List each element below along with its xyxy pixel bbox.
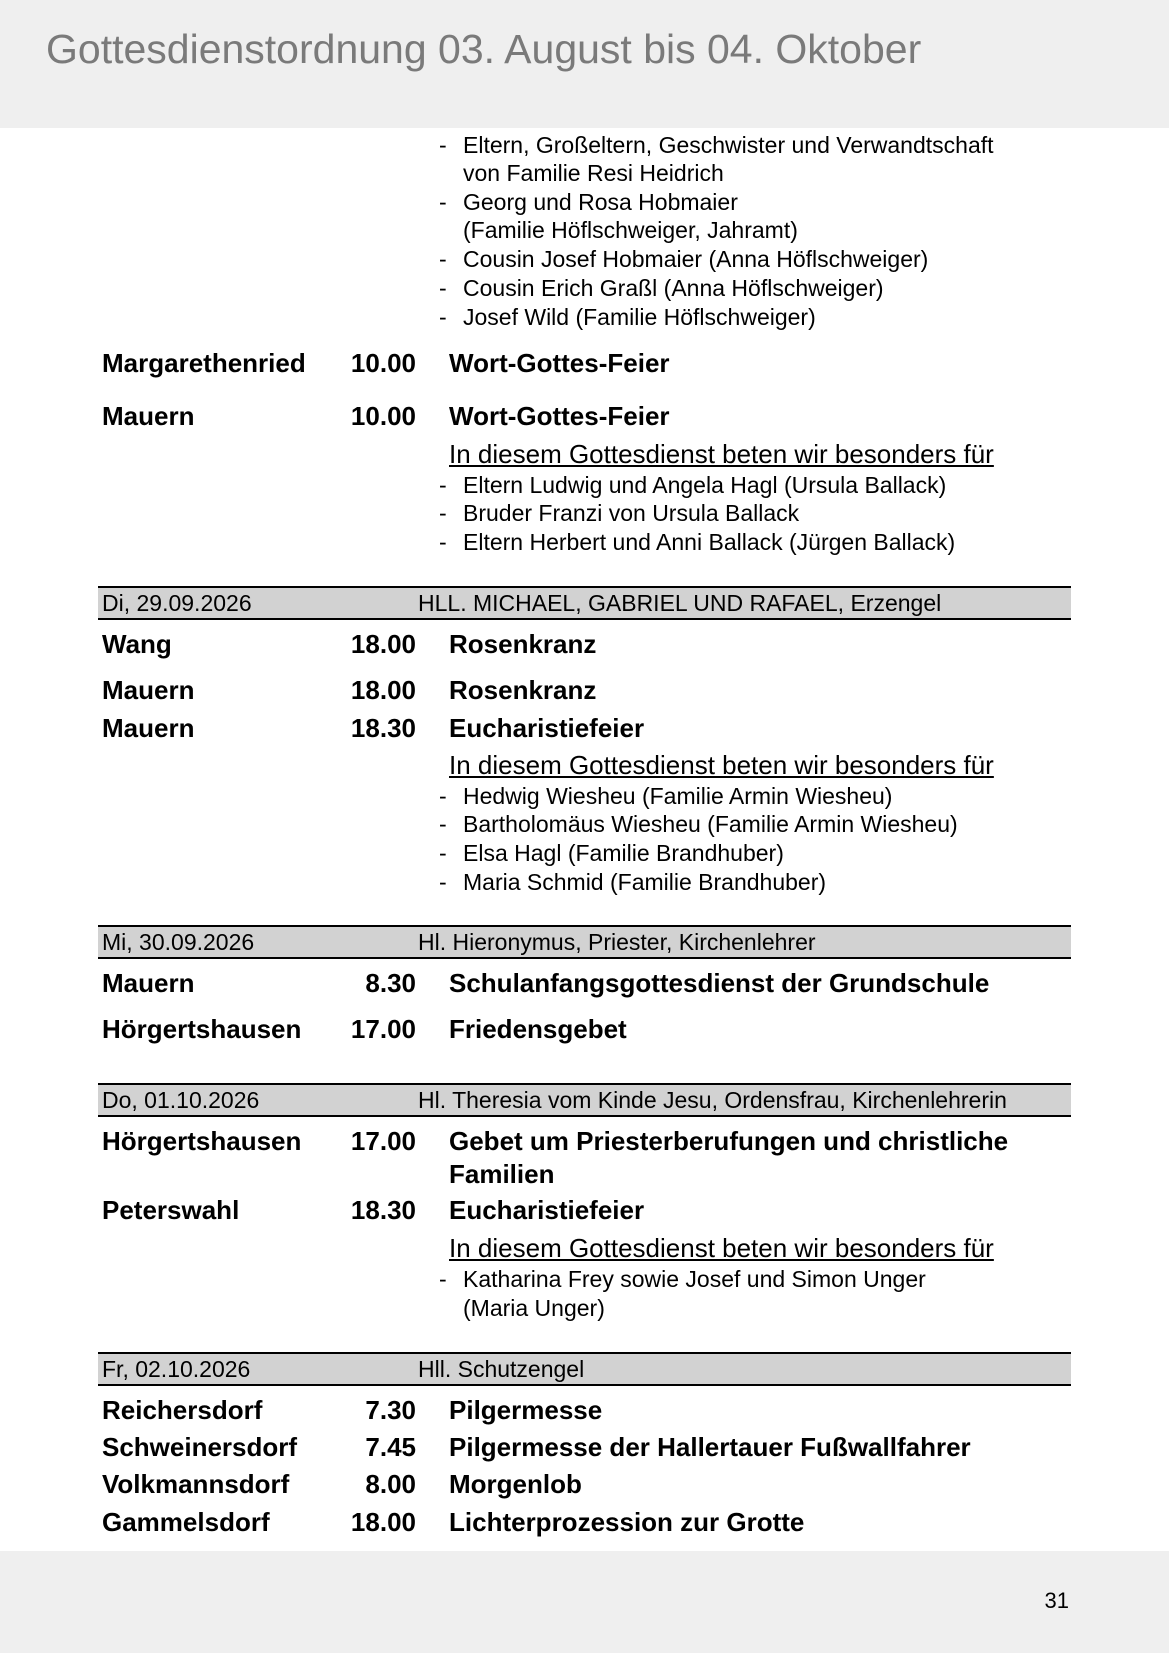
intention-line bbox=[463, 159, 724, 187]
service-row bbox=[0, 1124, 1169, 1189]
service-title: Lichterprozession zur Grotte bbox=[449, 1507, 805, 1537]
bullet-dash: - bbox=[439, 869, 447, 895]
bullet-dash: - bbox=[439, 275, 447, 301]
intention-line bbox=[439, 131, 994, 159]
intention-line bbox=[439, 1265, 926, 1293]
service-title: Rosenkranz bbox=[449, 629, 597, 659]
intention-line bbox=[439, 839, 784, 867]
service-title: Gebet um Priesterberufungen und christliche bbox=[449, 1126, 1009, 1156]
service-row bbox=[0, 1505, 1169, 1539]
intention-heading: In diesem Gottesdienst beten wir besonders für bbox=[449, 1233, 994, 1263]
intention-text: (Familie Höflschweiger, Jahramt) bbox=[463, 217, 798, 243]
service-location: Mauern bbox=[102, 713, 195, 743]
service-title: Wort-Gottes-Feier bbox=[449, 401, 670, 431]
intention-text: Cousin Erich Graßl (Anna Höflschweiger) bbox=[463, 275, 884, 301]
service-location: Mauern bbox=[102, 675, 195, 705]
service-time: 18.00 bbox=[350, 629, 416, 659]
service-time: 18.00 bbox=[350, 1507, 416, 1537]
day-header bbox=[98, 586, 1071, 620]
intention-line bbox=[439, 810, 958, 838]
intention-text: Bartholomäus Wiesheu (Familie Armin Wiesheu) bbox=[463, 811, 958, 837]
service-title: Morgenlob bbox=[449, 1469, 582, 1499]
service-location: Mauern bbox=[102, 968, 195, 998]
intention-line bbox=[439, 499, 800, 527]
service-location: Reichersdorf bbox=[102, 1395, 263, 1425]
day-feast: Hl. Theresia vom Kinde Jesu, Ordensfrau, Kirchenlehrerin bbox=[418, 1087, 1007, 1113]
intention-text: Eltern Herbert und Anni Ballack (Jürgen Ballack) bbox=[463, 529, 956, 555]
service-location: Wang bbox=[102, 629, 172, 659]
bullet-dash: - bbox=[439, 529, 447, 555]
intention-text: Hedwig Wiesheu (Familie Armin Wiesheu) bbox=[463, 783, 893, 809]
intention-text: (Maria Unger) bbox=[463, 1295, 605, 1321]
page-number: 31 bbox=[1044, 1588, 1069, 1613]
intention-text: Josef Wild (Familie Höflschweiger) bbox=[463, 304, 816, 330]
day-feast: Hll. Schutzengel bbox=[418, 1356, 585, 1382]
bullet-dash: - bbox=[439, 132, 447, 158]
service-time: 17.00 bbox=[350, 1014, 416, 1044]
service-time: 8.00 bbox=[365, 1469, 416, 1499]
service-title: Eucharistiefeier bbox=[449, 1195, 645, 1225]
intention-text: Cousin Josef Hobmaier (Anna Höflschweiger) bbox=[463, 246, 929, 272]
service-location: Hörgertshausen bbox=[102, 1126, 302, 1156]
day-feast: HLL. MICHAEL, GABRIEL UND RAFAEL, Erzengel bbox=[418, 590, 942, 616]
service-time: 18.30 bbox=[350, 713, 416, 743]
bullet-dash: - bbox=[439, 811, 447, 837]
service-row bbox=[0, 1467, 1169, 1501]
service-time: 10.00 bbox=[350, 348, 416, 378]
day-date: Mi, 30.09.2026 bbox=[102, 929, 255, 955]
service-time: 7.45 bbox=[365, 1432, 416, 1462]
service-row bbox=[0, 1393, 1169, 1427]
day-header bbox=[98, 1083, 1071, 1117]
service-row bbox=[0, 1430, 1169, 1464]
intention-line bbox=[439, 782, 893, 810]
intention-line bbox=[439, 528, 956, 556]
day-date: Do, 01.10.2026 bbox=[102, 1087, 260, 1113]
intention-heading: In diesem Gottesdienst beten wir besonders für bbox=[449, 439, 994, 469]
day-date: Di, 29.09.2026 bbox=[102, 590, 252, 616]
service-title: Friedensgebet bbox=[449, 1014, 627, 1044]
page-title: Gottesdienstordnung 03. August bis 04. Oktober bbox=[46, 26, 922, 72]
intention-text: von Familie Resi Heidrich bbox=[463, 160, 724, 186]
service-title: Schulanfangsgottesdienst der Grundschule bbox=[449, 968, 990, 998]
intention-line bbox=[463, 1294, 605, 1322]
intention-heading: In diesem Gottesdienst beten wir besonders für bbox=[449, 750, 994, 780]
bullet-dash: - bbox=[439, 840, 447, 866]
intention-line bbox=[463, 216, 798, 244]
bullet-dash: - bbox=[439, 500, 447, 526]
service-row bbox=[0, 1012, 1169, 1046]
service-location: Margarethenried bbox=[102, 348, 306, 378]
service-row bbox=[0, 627, 1169, 661]
service-time: 10.00 bbox=[350, 401, 416, 431]
bullet-dash: - bbox=[439, 246, 447, 272]
service-title-continued: Familien bbox=[449, 1159, 555, 1189]
service-location: Peterswahl bbox=[102, 1195, 240, 1225]
service-row bbox=[0, 966, 1169, 1000]
intention-text: Georg und Rosa Hobmaier bbox=[463, 189, 738, 215]
day-header bbox=[98, 1352, 1071, 1386]
service-location: Hörgertshausen bbox=[102, 1014, 302, 1044]
service-row bbox=[0, 1193, 1169, 1227]
day-header bbox=[98, 925, 1071, 959]
bullet-dash: - bbox=[439, 189, 447, 215]
service-row bbox=[0, 711, 1169, 745]
intention-text: Eltern, Großeltern, Geschwister und Verwandtschaft bbox=[463, 132, 994, 158]
service-time: 18.00 bbox=[350, 675, 416, 705]
intention-text: Maria Schmid (Familie Brandhuber) bbox=[463, 869, 827, 895]
bullet-dash: - bbox=[439, 472, 447, 498]
bullet-dash: - bbox=[439, 783, 447, 809]
intention-text: Elsa Hagl (Familie Brandhuber) bbox=[463, 840, 784, 866]
service-row bbox=[0, 399, 1169, 433]
intention-text: Bruder Franzi von Ursula Ballack bbox=[463, 500, 800, 526]
service-title: Rosenkranz bbox=[449, 675, 597, 705]
service-location: Mauern bbox=[102, 401, 195, 431]
service-title: Eucharistiefeier bbox=[449, 713, 645, 743]
intention-line bbox=[439, 188, 738, 216]
service-location: Schweinersdorf bbox=[102, 1432, 298, 1462]
intention-line bbox=[439, 274, 884, 302]
intention-text: Katharina Frey sowie Josef und Simon Unger bbox=[463, 1266, 926, 1292]
bullet-dash: - bbox=[439, 304, 447, 330]
day-date: Fr, 02.10.2026 bbox=[102, 1356, 251, 1382]
page-footer bbox=[0, 1551, 1169, 1653]
service-time: 8.30 bbox=[365, 968, 416, 998]
service-time: 18.30 bbox=[350, 1195, 416, 1225]
intention-line bbox=[439, 471, 947, 499]
service-title: Pilgermesse der Hallertauer Fußwallfahrer bbox=[449, 1432, 971, 1462]
service-time: 7.30 bbox=[365, 1395, 416, 1425]
service-location: Volkmannsdorf bbox=[102, 1469, 290, 1499]
bullet-dash: - bbox=[439, 1266, 447, 1292]
intention-line bbox=[439, 303, 816, 331]
service-time: 17.00 bbox=[350, 1126, 416, 1156]
service-row bbox=[0, 673, 1169, 707]
day-feast: Hl. Hieronymus, Priester, Kirchenlehrer bbox=[418, 929, 816, 955]
service-title: Wort-Gottes-Feier bbox=[449, 348, 670, 378]
service-row bbox=[0, 346, 1169, 380]
intention-text: Eltern Ludwig und Angela Hagl (Ursula Ballack) bbox=[463, 472, 947, 498]
intention-line bbox=[439, 868, 827, 896]
service-location: Gammelsdorf bbox=[102, 1507, 270, 1537]
service-title: Pilgermesse bbox=[449, 1395, 603, 1425]
intention-line bbox=[439, 245, 929, 273]
